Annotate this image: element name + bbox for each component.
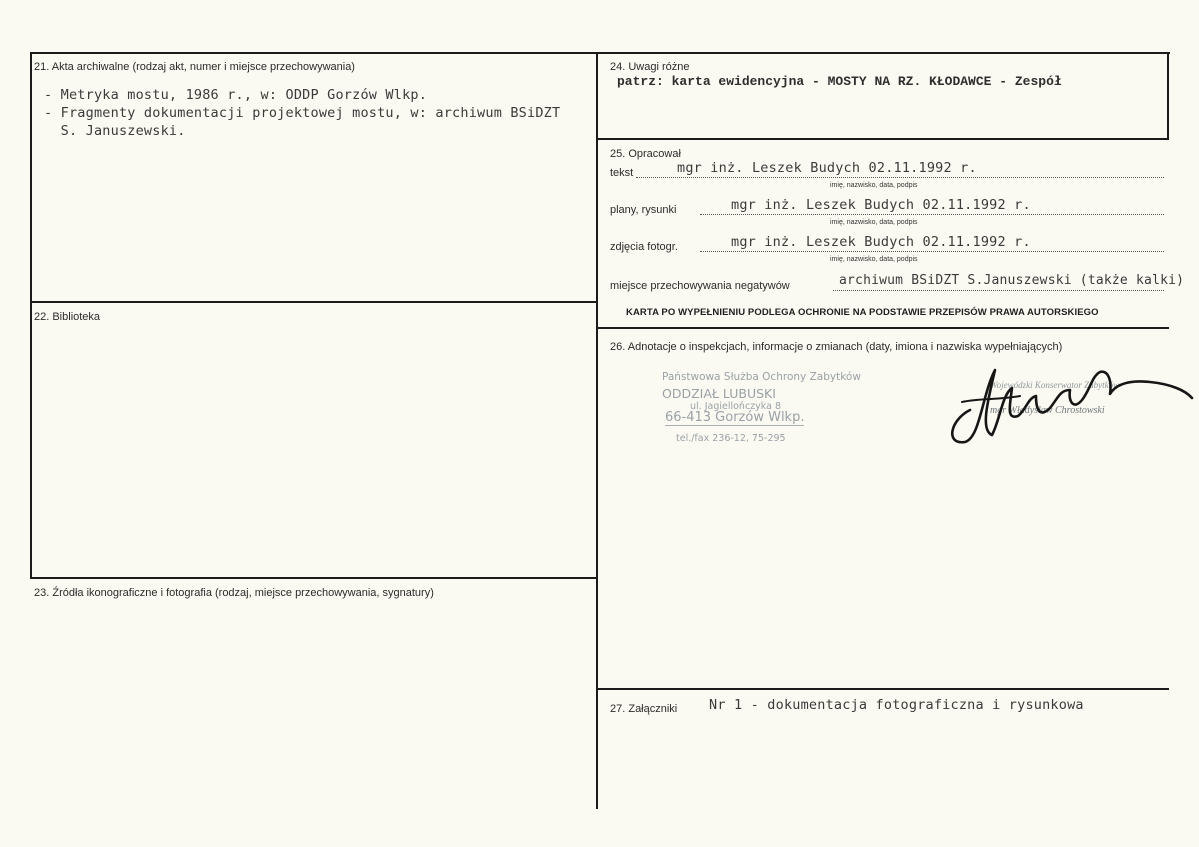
plany-value: mgr inż. Leszek Budych 02.11.1992 r.	[731, 197, 1031, 213]
office-stamp-line-1: Państwowa Służba Ochrony Zabytków	[662, 371, 861, 383]
zdjecia-dotted-line	[700, 251, 1164, 252]
rule-21-22	[30, 301, 597, 303]
section-27-value: Nr 1 - dokumentacja fotograficzna i rysunkowa	[709, 697, 1084, 713]
office-stamp-line-2: ODDZIAŁ LUBUSKI	[662, 386, 776, 401]
plany-hint: imię, nazwisko, data, podpis	[830, 219, 918, 226]
tekst-value: mgr inż. Leszek Budych 02.11.1992 r.	[677, 160, 977, 176]
negatywy-label: miejsce przechowywania negatywów	[610, 280, 790, 292]
section-23-label: 23. Źródła ikonograficzne i fotografia (rodzaj, miejsce przechowywania, sygnatury)	[34, 587, 434, 599]
top-rule	[30, 52, 1170, 54]
tekst-hint: imię, nazwisko, data, podpis	[830, 182, 918, 189]
signature-stamp-line-1: Wojewódzki Konserwator Zabytków	[990, 380, 1120, 390]
plany-label: plany, rysunki	[610, 204, 677, 216]
section-26-label: 26. Adnotacje o inspekcjach, informacje o zmianach (daty, imiona i nazwiska wypełniających)	[610, 341, 1063, 353]
negatywy-dotted-line	[833, 290, 1164, 291]
office-stamp-line-4: 66-413 Gorzów Wlkp.	[665, 410, 805, 425]
handwritten-signature	[940, 350, 1199, 450]
section-24-label: 24. Uwagi różne	[610, 61, 690, 73]
plany-dotted-line	[700, 214, 1164, 215]
signature-stamp-line-2: mgr Władysław Chrostowski	[990, 405, 1105, 416]
section-21-line-2: - Fragmenty dokumentacji projektowej mostu, w: archiwum BSiDZT	[44, 105, 561, 121]
rule-26-27	[596, 688, 1169, 690]
section-21-label: 21. Akta archiwalne (rodzaj akt, numer i miejsce przechowywania)	[34, 61, 355, 73]
section-27-label: 27. Załączniki	[610, 703, 678, 715]
section-21-line-1: - Metryka mostu, 1986 r., w: ODDP Gorzów Wlkp.	[44, 87, 428, 103]
office-stamp-line-3: ul. Jagiellończyka 8	[690, 401, 782, 412]
rule-22-23	[30, 577, 597, 579]
copyright-warning: KARTA PO WYPEŁNIENIU PODLEGA OCHRONIE NA PODSTAWIE PRZEPISÓW PRAWA AUTORSKIEGO	[626, 307, 1099, 318]
zdjecia-label: zdjęcia fotogr.	[610, 241, 678, 253]
rule-25-26	[596, 327, 1169, 329]
tekst-label: tekst	[610, 167, 634, 179]
center-divider	[596, 52, 598, 809]
section-21-line-3: S. Januszewski.	[44, 123, 186, 139]
negatywy-value: archiwum BSiDZT S.Januszewski (także kalki)	[839, 273, 1185, 288]
right-frame	[1167, 52, 1169, 140]
section-25-label: 25. Opracował	[610, 148, 681, 160]
zdjecia-value: mgr inż. Leszek Budych 02.11.1992 r.	[731, 234, 1031, 250]
zdjecia-hint: imię, nazwisko, data, podpis	[830, 256, 918, 263]
section-24-text: patrz: karta ewidencyjna - MOSTY NA RZ. KŁODAWCE - Zespół	[617, 74, 1062, 89]
tekst-dotted-line	[636, 177, 1164, 178]
rule-24-25	[596, 138, 1169, 140]
office-stamp-line-5: tel./fax 236-12, 75-295	[676, 433, 786, 444]
section-22-label: 22. Biblioteka	[34, 311, 101, 323]
left-frame	[30, 52, 32, 579]
